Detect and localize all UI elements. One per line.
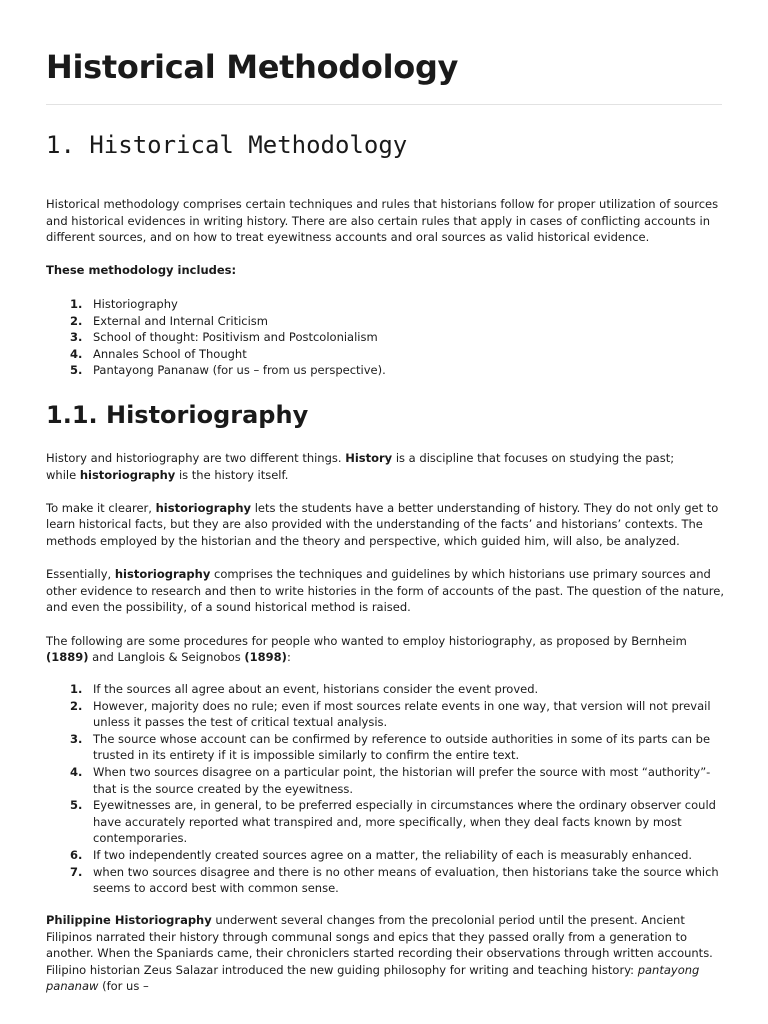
term-history: History xyxy=(345,451,393,465)
list-number: 3. xyxy=(70,731,83,746)
list-item-text: Eyewitnesses are, in general, to be preferred especially in circumstances where the ordinary observer could have accurately reported what transpired and, more specifically, when they deal facts known by most contemporaries. xyxy=(93,798,716,846)
paragraph-make-it-clearer: To make it clearer, historiography lets the students have a better understanding of history. They do not only get to learn historical facts, but they are also provided with the understanding of the facts’ and historians’ contexts. The methods employed by the historian and the theory and perspective, which guided him, will also, be analyzed. xyxy=(46,500,719,548)
paragraph-essentially: Essentially, historiography comprises the techniques and guidelines by which historians use primary sources and other evidence to research and then to write histories in the form of accounts of the past. The question of the nature, and even the possibility, of a sound historical method is raised. xyxy=(46,567,724,615)
intro-paragraph xyxy=(46,196,726,246)
list-number: 3. xyxy=(70,330,83,345)
list-number: 4. xyxy=(70,346,83,361)
document-title: Historical Methodology xyxy=(46,48,459,86)
list-item-text: Pantayong Pananaw (for us – from us perspective). xyxy=(93,363,386,378)
list-number: 2. xyxy=(70,313,83,328)
term-pantayong-pananaw: pantayong pananaw xyxy=(46,962,700,994)
list-item-text: when two sources disagree and there is no other means of evaluation, then historians take the source which seems to accord best with common sense. xyxy=(93,864,719,896)
paragraph-history-vs-historiography: History and historiography are two different things. History is a discipline that focuses on studying the past; while historiography is the history itself. xyxy=(46,451,675,482)
list-item-text: The source whose account can be confirmed by reference to outside authorities in some of its parts can be trusted in its entirety if it is impossible similarly to confirm the entire text. xyxy=(93,731,711,763)
list-item xyxy=(46,864,726,897)
list-item-text: External and Internal Criticism xyxy=(93,313,269,328)
term-philippine-historiography: Philippine Historiography xyxy=(46,913,212,927)
section-heading-historiography: 1.1. Historiography xyxy=(46,401,309,429)
methods-list xyxy=(46,296,726,379)
list-item-text: Historiography xyxy=(93,297,178,311)
list-item xyxy=(46,313,726,330)
list-item xyxy=(46,698,726,731)
list-number: 1. xyxy=(70,682,83,696)
list-item xyxy=(46,329,726,346)
term-historiography: historiography xyxy=(79,467,176,482)
list-number: 5. xyxy=(70,798,83,813)
term-historiography: historiography xyxy=(114,567,211,582)
procedures-list xyxy=(46,681,726,897)
list-item xyxy=(46,681,726,698)
list-item xyxy=(46,764,726,797)
intro-text: Historical methodology comprises certain techniques and rules that historians follow for proper utilization of sources and historical evidences in writing history. There are also certain rules that apply in cases of conflicting accounts in different sources, and on how to treat eyewitness accounts and oral sources as valid historical evidence. xyxy=(46,197,719,245)
philippine-historiography-paragraph: Philippine Historiography underwent several changes from the precolonial period until the present. Ancient Filipinos narrated their history through communal songs and epics that they passed orally from a generation to another. When the Spaniards came, their chroniclers started recording their observations through written accounts. Filipino historian Zeus Salazar introduced the new guiding philosophy for writing and teaching history: pantayong pananaw (for us – xyxy=(46,913,713,994)
year-1898: (1898) xyxy=(244,650,287,665)
list-item xyxy=(46,847,726,864)
paragraph-procedures-intro: The following are some procedures for people who wanted to employ historiography, as proposed by Bernheim (1889) and Langlois & Seignobos (1898): xyxy=(46,633,687,665)
list-item xyxy=(46,362,726,379)
list-item-text: Annales School of Thought xyxy=(93,346,247,361)
list-item-text: When two sources disagree on a particular point, the historian will prefer the source with most “authority”-that is the source created by the eyewitness. xyxy=(93,764,711,796)
section-heading-historical-methodology: 1. Historical Methodology xyxy=(46,131,408,159)
list-item xyxy=(46,346,726,363)
list-number: 2. xyxy=(70,698,83,713)
list-item xyxy=(46,797,726,847)
year-1889: (1889) xyxy=(46,650,89,665)
list-item-text: If two independently created sources agree on a matter, the reliability of each is measurably enhanced. xyxy=(93,847,693,862)
list-item xyxy=(46,731,726,764)
list-number: 6. xyxy=(70,847,83,862)
list-number: 7. xyxy=(70,864,83,879)
list-number: 4. xyxy=(70,764,83,779)
list-item-text: However, majority does no rule; even if most sources relate events in one way, that version will not prevail unless it passes the test of critical textual analysis. xyxy=(93,698,711,730)
methods-list-lead: These methodology includes: xyxy=(46,263,237,277)
list-number: 5. xyxy=(70,363,83,378)
list-item xyxy=(46,296,726,313)
title-divider xyxy=(46,104,722,105)
term-historiography: historiography xyxy=(155,500,252,515)
list-number: 1. xyxy=(70,297,83,311)
list-item-text: School of thought: Positivism and Postcolonialism xyxy=(93,330,378,345)
list-item-text: If the sources all agree about an event, historians consider the event proved. xyxy=(93,682,539,696)
historiography-body xyxy=(46,450,726,666)
